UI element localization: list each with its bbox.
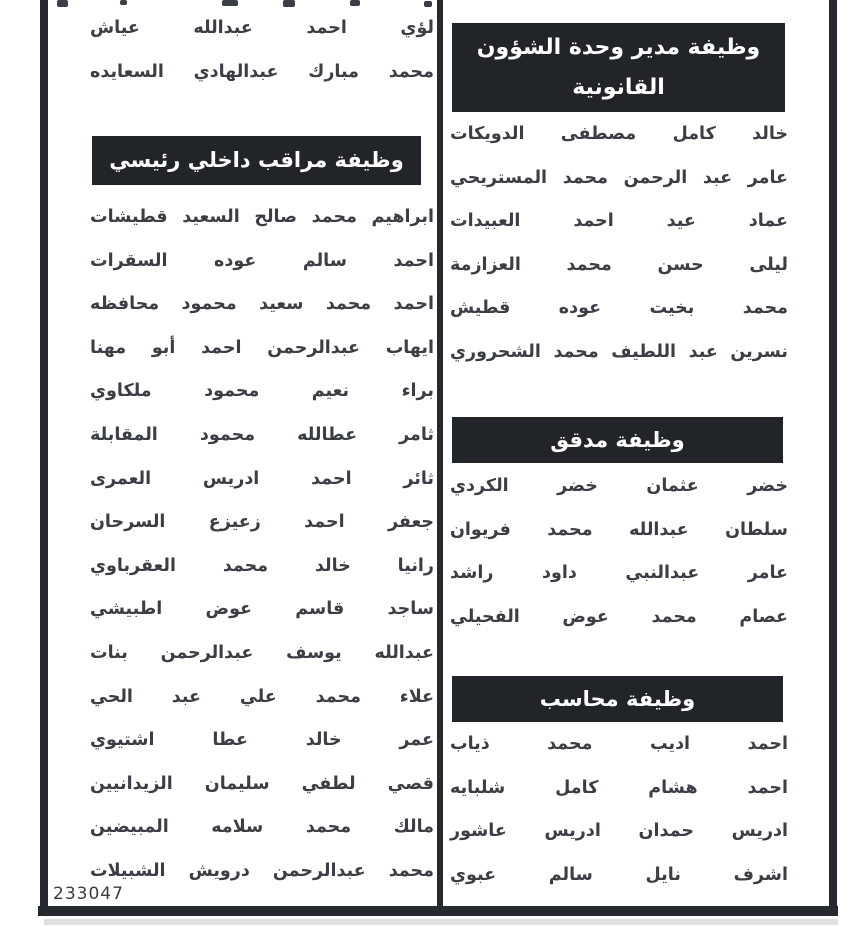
internal-auditor-name-list bbox=[90, 196, 434, 894]
job-title-line: وظيفة مدير وحدة الشؤون bbox=[476, 35, 761, 60]
name-row: سلطان عبدالله محمد فريوان bbox=[450, 519, 788, 540]
name-row: نسرين عبد اللطيف محمد الشحروري bbox=[450, 341, 788, 362]
name-row: محمد مبارك عبدالهادي السعايده bbox=[90, 62, 434, 82]
name-row: جعفر احمد زعيزع السرحان bbox=[90, 512, 434, 533]
name-row: محمد عبدالرحمن درويش الشبيلات bbox=[90, 860, 434, 881]
name-row: قصي لطفي سليمان الزيدانيين bbox=[90, 773, 434, 794]
name-row: علاء محمد علي عبد الحي bbox=[90, 686, 434, 707]
job-title-line: القانونية bbox=[572, 75, 665, 100]
job-title-bar-internal-auditor: وظيفة مراقب داخلي رئيسي bbox=[92, 136, 421, 185]
name-row: ساجد قاسم عوض اطبيشي bbox=[90, 599, 434, 620]
column-divider-line bbox=[437, 0, 443, 906]
name-row: احمد سالم عوده السقرات bbox=[90, 250, 434, 271]
name-row: لؤي احمد عبدالله عياش bbox=[90, 18, 434, 38]
name-row: عمر خالد عطا اشتيوي bbox=[90, 730, 434, 751]
name-row: عبدالله يوسف عبدالرحمن بنات bbox=[90, 642, 434, 663]
accountant-name-list bbox=[450, 723, 788, 897]
scan-edge-shadow bbox=[44, 919, 838, 925]
name-row: ايهاب عبدالرحمن احمد أبو مهنا bbox=[90, 337, 434, 358]
name-row: احمد محمد سعيد محمود محافظه bbox=[90, 294, 434, 315]
name-row: عماد عيد احمد العبيدات bbox=[450, 211, 788, 232]
name-row: احمد هشام كامل شلبايه bbox=[450, 777, 788, 798]
left-border-line bbox=[40, 0, 48, 916]
name-row: احمد اديب محمد ذياب bbox=[450, 734, 788, 754]
name-row: خضر عثمان خضر الكردي bbox=[450, 476, 788, 496]
bottom-border-line bbox=[38, 906, 838, 916]
name-row: ليلى حسن محمد العزازمة bbox=[450, 254, 788, 275]
left-column-intro-names bbox=[90, 6, 434, 94]
name-row: ادريس حمدان ادريس عاشور bbox=[450, 821, 788, 842]
name-row: براء نعيم محمود ملكاوي bbox=[90, 381, 434, 402]
name-row: اشرف نايل سالم عبوي bbox=[450, 864, 788, 885]
name-row: خالد كامل مصطفى الدويكات bbox=[450, 124, 788, 144]
name-row: عصام محمد عوض الفحيلي bbox=[450, 606, 788, 627]
right-border-line bbox=[829, 0, 837, 916]
name-row: مالك محمد سلامه المبيضين bbox=[90, 817, 434, 838]
name-row: عامر عبدالنبي داود راشد bbox=[450, 563, 788, 584]
name-row: محمد بخيت عوده قطيش bbox=[450, 298, 788, 319]
clipped-text-fragment bbox=[120, 0, 127, 5]
name-row: ابراهيم محمد صالح السعيد قطيشات bbox=[90, 207, 434, 227]
job-title-bar-legal-affairs-director bbox=[452, 23, 785, 112]
legal-affairs-name-list bbox=[450, 113, 788, 375]
clipped-text-fragment bbox=[57, 0, 68, 7]
job-title-bar-auditor: وظيفة مدقق bbox=[452, 417, 783, 463]
job-title-bar-accountant: وظيفة محاسب bbox=[452, 676, 783, 722]
document-number: 233047 bbox=[50, 883, 127, 905]
name-row: رانيا خالد محمد العقرباوي bbox=[90, 555, 434, 576]
name-row: ثائر احمد ادريس العمرى bbox=[90, 468, 434, 489]
name-row: ثامر عطالله محمود المقابلة bbox=[90, 424, 434, 445]
auditor-name-list bbox=[450, 465, 788, 639]
name-row: عامر عبد الرحمن محمد المستريحي bbox=[450, 167, 788, 188]
